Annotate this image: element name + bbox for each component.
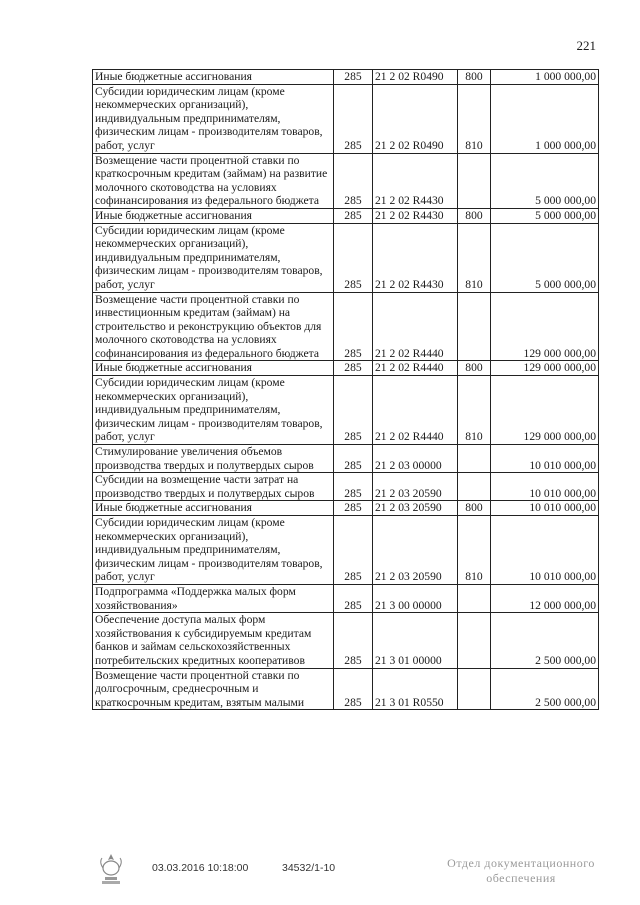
cell-csr: 21 3 01 R0550 bbox=[373, 668, 458, 710]
cell-name: Субсидии юридическим лицам (кроме некоммерческих организаций), индивидуальным предпринимателям, физическим лицам - производителям товаров, работ, услуг bbox=[93, 84, 334, 153]
cell-sum: 129 000 000,00 bbox=[491, 292, 599, 361]
cell-sum: 5 000 000,00 bbox=[491, 223, 599, 292]
cell-sum: 10 010 000,00 bbox=[491, 501, 599, 516]
cell-name: Стимулирование увеличения объемов производства твердых и полутвердых сыров bbox=[93, 445, 334, 473]
cell-vr: 810 bbox=[458, 223, 491, 292]
cell-code: 285 bbox=[334, 84, 373, 153]
cell-name: Возмещение части процентной ставки по краткосрочным кредитам (займам) на развитие молочного скотоводства на условиях софинансирования из федерального бюджета bbox=[93, 153, 334, 208]
cell-sum: 1 000 000,00 bbox=[491, 70, 599, 85]
table-row bbox=[93, 84, 599, 153]
table-row bbox=[93, 473, 599, 501]
stamp-line-1: Отдел документационного bbox=[447, 856, 595, 870]
footer-doc-number: 34532/1-10 bbox=[282, 862, 336, 874]
cell-name: Иные бюджетные ассигнования bbox=[93, 70, 334, 85]
cell-code: 285 bbox=[334, 584, 373, 612]
cell-csr: 21 2 03 20590 bbox=[373, 473, 458, 501]
cell-code: 285 bbox=[334, 70, 373, 85]
cell-vr bbox=[458, 445, 491, 473]
page-number: 221 bbox=[576, 38, 596, 53]
cell-vr: 810 bbox=[458, 84, 491, 153]
cell-csr: 21 2 03 20590 bbox=[373, 501, 458, 516]
cell-vr bbox=[458, 613, 491, 668]
cell-sum: 129 000 000,00 bbox=[491, 361, 599, 376]
cell-csr: 21 2 02 R4440 bbox=[373, 361, 458, 376]
cell-sum: 5 000 000,00 bbox=[491, 153, 599, 208]
cell-sum: 2 500 000,00 bbox=[491, 668, 599, 710]
cell-code: 285 bbox=[334, 223, 373, 292]
cell-name: Субсидии юридическим лицам (кроме некоммерческих организаций), индивидуальным предпринимателям, физическим лицам - производителям товаров, работ, услуг bbox=[93, 223, 334, 292]
footer-date: 03.03.2016 10:18:00 bbox=[152, 862, 249, 874]
cell-csr: 21 2 02 R4440 bbox=[373, 292, 458, 361]
cell-name: Иные бюджетные ассигнования bbox=[93, 501, 334, 516]
cell-code: 285 bbox=[334, 668, 373, 710]
cell-csr: 21 2 02 R4430 bbox=[373, 208, 458, 223]
table-row bbox=[93, 516, 599, 585]
cell-sum: 10 010 000,00 bbox=[491, 473, 599, 501]
cell-name: Возмещение части процентной ставки по инвестиционным кредитам (займам) на строительство и реконструкцию объектов для молочного скотоводства на условиях софинансирования из федерального бюджета bbox=[93, 292, 334, 361]
cell-vr: 800 bbox=[458, 361, 491, 376]
table-row bbox=[93, 501, 599, 516]
cell-code: 285 bbox=[334, 361, 373, 376]
cell-name: Обеспечение доступа малых форм хозяйствования к субсидируемым кредитам банков и займам сельскохозяйственных потребительских кредитных кооперативов bbox=[93, 613, 334, 668]
budget-table bbox=[92, 69, 599, 710]
table-row bbox=[93, 223, 599, 292]
cell-name: Иные бюджетные ассигнования bbox=[93, 361, 334, 376]
table-row bbox=[93, 361, 599, 376]
cell-vr: 800 bbox=[458, 501, 491, 516]
cell-csr: 21 3 00 00000 bbox=[373, 584, 458, 612]
cell-vr bbox=[458, 292, 491, 361]
cell-code: 285 bbox=[334, 208, 373, 223]
cell-code: 285 bbox=[334, 473, 373, 501]
table-row bbox=[93, 668, 599, 710]
cell-code: 285 bbox=[334, 501, 373, 516]
cell-csr: 21 3 01 00000 bbox=[373, 613, 458, 668]
cell-csr: 21 2 02 R4430 bbox=[373, 153, 458, 208]
cell-vr: 800 bbox=[458, 70, 491, 85]
cell-sum: 10 010 000,00 bbox=[491, 445, 599, 473]
cell-code: 285 bbox=[334, 292, 373, 361]
department-stamp bbox=[446, 856, 596, 886]
cell-csr: 21 2 03 20590 bbox=[373, 516, 458, 585]
cell-sum: 1 000 000,00 bbox=[491, 84, 599, 153]
cell-vr bbox=[458, 584, 491, 612]
cell-csr: 21 2 02 R4430 bbox=[373, 223, 458, 292]
cell-code: 285 bbox=[334, 153, 373, 208]
cell-name: Возмещение части процентной ставки по долгосрочным, среднесрочным и краткосрочным кредитам, взятым малыми bbox=[93, 668, 334, 710]
cell-csr: 21 2 02 R4440 bbox=[373, 376, 458, 445]
cell-csr: 21 2 02 R0490 bbox=[373, 84, 458, 153]
table-row bbox=[93, 70, 599, 85]
cell-name: Субсидии на возмещение части затрат на производство твердых и полутвердых сыров bbox=[93, 473, 334, 501]
cell-csr: 21 2 03 00000 bbox=[373, 445, 458, 473]
page-footer bbox=[0, 858, 640, 898]
cell-code: 285 bbox=[334, 445, 373, 473]
cell-vr: 810 bbox=[458, 376, 491, 445]
cell-code: 285 bbox=[334, 516, 373, 585]
emblem-logo-icon bbox=[96, 852, 126, 888]
budget-table-body bbox=[93, 70, 599, 710]
cell-vr: 810 bbox=[458, 516, 491, 585]
cell-code: 285 bbox=[334, 613, 373, 668]
cell-vr bbox=[458, 153, 491, 208]
stamp-line-2: обеспечения bbox=[486, 871, 556, 885]
cell-code: 285 bbox=[334, 376, 373, 445]
cell-sum: 2 500 000,00 bbox=[491, 613, 599, 668]
cell-csr: 21 2 02 R0490 bbox=[373, 70, 458, 85]
table-row bbox=[93, 153, 599, 208]
cell-vr bbox=[458, 473, 491, 501]
cell-name: Подпрограмма «Поддержка малых форм хозяйствования» bbox=[93, 584, 334, 612]
table-row bbox=[93, 445, 599, 473]
cell-vr bbox=[458, 668, 491, 710]
cell-name: Субсидии юридическим лицам (кроме некоммерческих организаций), индивидуальным предпринимателям, физическим лицам - производителям товаров, работ, услуг bbox=[93, 516, 334, 585]
table-row bbox=[93, 292, 599, 361]
table-row bbox=[93, 584, 599, 612]
cell-name: Субсидии юридическим лицам (кроме некоммерческих организаций), индивидуальным предпринимателям, физическим лицам - производителям товаров, работ, услуг bbox=[93, 376, 334, 445]
table-row bbox=[93, 613, 599, 668]
cell-sum: 129 000 000,00 bbox=[491, 376, 599, 445]
cell-vr: 800 bbox=[458, 208, 491, 223]
table-row bbox=[93, 208, 599, 223]
cell-sum: 12 000 000,00 bbox=[491, 584, 599, 612]
cell-sum: 5 000 000,00 bbox=[491, 208, 599, 223]
table-row bbox=[93, 376, 599, 445]
cell-sum: 10 010 000,00 bbox=[491, 516, 599, 585]
cell-name: Иные бюджетные ассигнования bbox=[93, 208, 334, 223]
